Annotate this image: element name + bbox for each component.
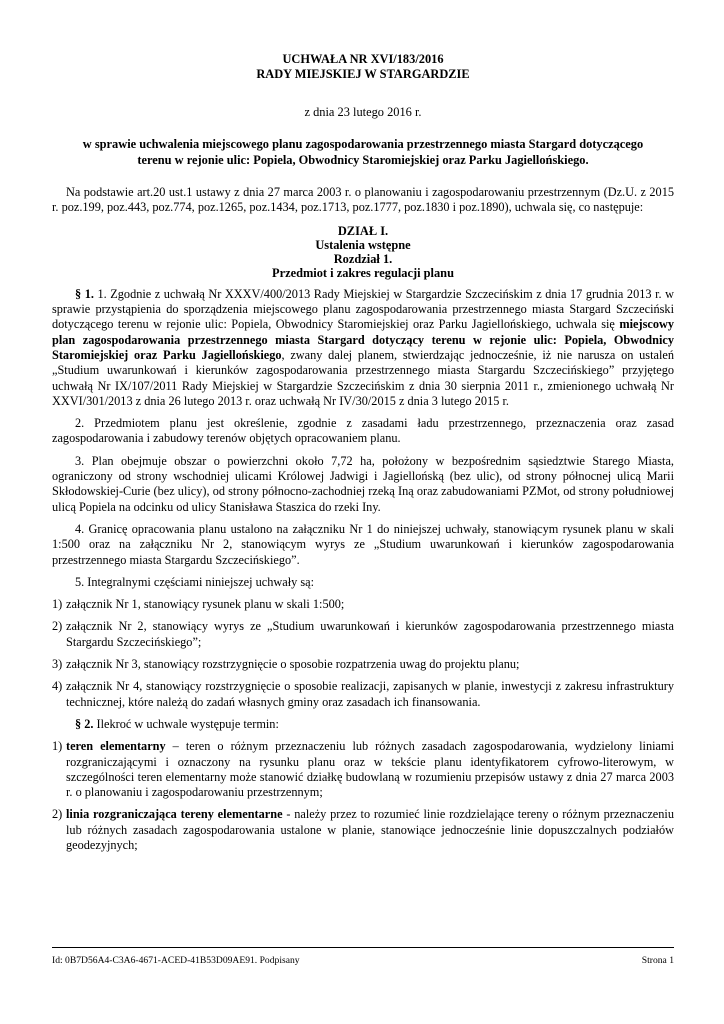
list-item-text: załącznik Nr 2, stanowiący wyrys ze „Studium uwarunkowań i kierunków zagospodarowania przestrzennego miasta Stargardu Szczecińskiego”; bbox=[66, 619, 674, 649]
paragraph-1-section-1 bbox=[52, 287, 674, 409]
list-item-text: załącznik Nr 4, stanowiący rozstrzygnięcie o sposobie realizacji, zapisanych w planie, inwestycji z zakresu infrastruktury technicznej, które należą do zadań własnych gminy oraz zasadach ich finansowania. bbox=[66, 679, 674, 709]
document-title bbox=[52, 52, 674, 82]
paragraph-text: 1. Zgodnie z uchwałą Nr XXXV/400/2013 Rady Miejskiej w Stargardzie Szczecińskim z dnia 17 grudnia 2013 r. w sprawie przystąpienia do sporządzenia miejscowego planu zagospodarowania przestrzennego miasta Stargard Szczeciński dotyczącego terenu w rejonie ulic: Popiela, Obwodnicy Staromiejskiej oraz Parku Jagiellońskiego, uchwala się bbox=[52, 286, 675, 332]
list-item-text bbox=[66, 739, 674, 800]
list-item-text: załącznik Nr 1, stanowiący rysunek planu w skali 1:500; bbox=[66, 597, 345, 612]
paragraph-1-section-2: 2. Przedmiotem planu jest określenie, zgodnie z zasadami ładu przestrzennego, przeznaczenia oraz zasad zagospodarowania i zabudowy terenów objętych opracowaniem planu. bbox=[52, 416, 674, 446]
heading-przedmiot: Przedmiot i zakres regulacji planu bbox=[272, 266, 454, 281]
heading-ustalenia: Ustalenia wstępne bbox=[315, 237, 411, 252]
list-item-text: załącznik Nr 3, stanowiący rozstrzygnięcie o sposobie rozpatrzenia uwag do projektu planu; bbox=[66, 657, 520, 672]
attachments-list bbox=[52, 597, 674, 710]
title-line-2: RADY MIEJSKIEJ W STARGARDZIE bbox=[256, 67, 470, 81]
paragraph-2 bbox=[52, 717, 674, 732]
paragraph-1-section-3: 3. Plan obejmuje obszar o powierzchni około 7,72 ha, położony w bezpośrednim sąsiedztwie Starego Miasta, ograniczony od strony wschodniej ulicami Królowej Jadwigi i Jagiellońską (bez ulic), od strony północnej ulicą Marii Skłodowskiej-Curie (bez ulicy), od strony północno-zachodniej rzeką Iną oraz zabudowaniami PZMot, od strony południowej ulicą Popiela na odcinku od ulicy Stanisława Staszica do rzeki Iny. bbox=[52, 453, 674, 514]
list-item-number: 4) bbox=[52, 679, 63, 694]
heading-dzial: DZIAŁ I. bbox=[337, 223, 389, 238]
page-footer bbox=[52, 947, 674, 966]
document-page bbox=[52, 52, 674, 860]
list-item bbox=[52, 619, 674, 650]
list-item-number: 3) bbox=[52, 657, 63, 672]
list-item bbox=[52, 657, 674, 672]
defined-term: teren elementarny bbox=[66, 739, 166, 754]
paragraph-mark: § 1. bbox=[75, 286, 94, 301]
list-item-number: 1) bbox=[52, 597, 63, 612]
heading-rozdzial: Rozdział 1. bbox=[333, 252, 393, 267]
list-item-number: 2) bbox=[52, 619, 63, 634]
section-headings bbox=[52, 224, 674, 281]
paragraph-text: , zwany dalej planem, stwierdzając jednocześnie, iż nie narusza on ustaleń „Studium uwarunkowań i kierunków zagospodarowania przestrzennego miasta Stargardu Szczecińskiego” przyjętego uchwałą Nr IX/107/2011 Rady Miejskiej w Stargardzie Szczecińskim z dnia 30 sierpnia 2011 r., zmienionego uchwałą Nr XXVI/301/2013 z dnia 26 lutego 2013 r. oraz uchwałą Nr IV/30/2015 z dnia 3 lutego 2015 r. bbox=[52, 347, 674, 408]
list-item-number: 2) bbox=[52, 807, 63, 822]
list-item bbox=[52, 807, 674, 853]
list-item-number: 1) bbox=[52, 739, 63, 754]
list-item bbox=[52, 679, 674, 710]
document-date: z dnia 23 lutego 2016 r. bbox=[304, 105, 422, 119]
paragraph-mark: § 2. bbox=[75, 716, 94, 731]
paragraph-text: Ilekroć w uchwale występuje termin: bbox=[93, 716, 279, 731]
list-item bbox=[52, 739, 674, 800]
subject-line-2: terenu w rejonie ulic: Popiela, Obwodnicy Staromiejskiej oraz Parku Jagiellońskiego. bbox=[137, 153, 589, 167]
subject-line-1: w sprawie uchwalenia miejscowego planu zagospodarowania przestrzennego miasta Stargard dotyczącego bbox=[82, 137, 644, 151]
paragraph-1-section-4: 4. Granicę opracowania planu ustalono na załączniku Nr 1 do niniejszej uchwały, stanowiącym rysunek planu w skali 1:500 oraz na załączniku Nr 2, stanowiącym wyrys ze „Studium uwarunkowań i kierunków zagospodarowania przestrzennego miasta Stargardu Szczecińskiego”. bbox=[52, 521, 674, 567]
definition-text: - należy przez to rozumieć linie rozdzielające tereny o różnym przeznaczeniu lub różnych zasadach zagospodarowania ustalone w planie, stanowiące jednocześnie linie dopuszczalnych podziałów geodezyjnych; bbox=[66, 807, 674, 852]
list-item-text bbox=[66, 807, 674, 853]
paragraph-bold-text: miejscowy plan zagospodarowania przestrzennego miasta Stargard dotyczący terenu w rejonie ulic: Popiela, Obwodnicy Staromiejskiej oraz Parku Jagiellońskiego bbox=[52, 317, 674, 362]
title-line-1: UCHWAŁA NR XVI/183/2016 bbox=[282, 52, 444, 66]
document-id: Id: 0B7D56A4-C3A6-4671-ACED-41B53D09AE91. Podpisany bbox=[52, 955, 300, 966]
list-item bbox=[52, 597, 674, 612]
document-subject bbox=[52, 136, 674, 168]
defined-term: linia rozgraniczająca tereny elementarne bbox=[66, 807, 283, 822]
legal-basis-paragraph: Na podstawie art.20 ust.1 ustawy z dnia 27 marca 2003 r. o planowaniu i zagospodarowaniu przestrzennym (Dz.U. z 2015 r. poz.199, poz.443, poz.774, poz.1265, poz.1434, poz.1713, poz.1777, poz.1830 i poz.1890), uchwala się, co następuje: bbox=[52, 185, 674, 215]
page-number: Strona 1 bbox=[641, 955, 674, 966]
definitions-list bbox=[52, 739, 674, 853]
paragraph-1-section-5: 5. Integralnymi częściami niniejszej uchwały są: bbox=[75, 574, 315, 589]
definition-text: – teren o różnym przeznaczeniu lub różnych zasadach zagospodarowania, wydzielony liniami rozgraniczającymi i oznaczony na rysunku planu oraz w tekście planu identyfikatorem cyfrowo-literowym, w szczególności teren elementarny może stanowić działkę budowlaną w rozumieniu przepisów ustawy z dnia 27 marca 2003 r. o planowaniu i zagospodarowaniu przestrzennym; bbox=[66, 739, 674, 800]
